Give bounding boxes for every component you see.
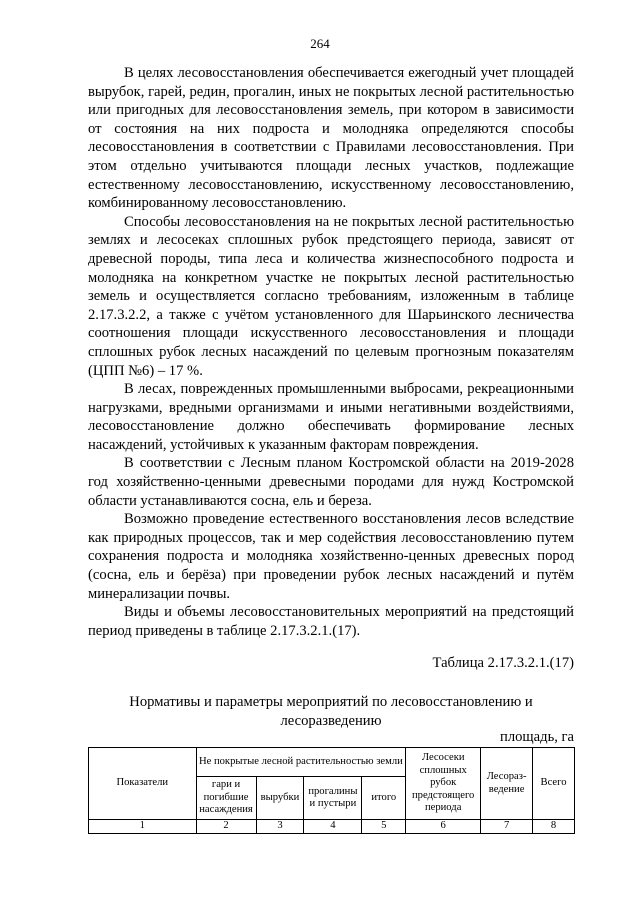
norms-table — [88, 747, 575, 834]
page-number: 264 — [310, 36, 330, 51]
column-number: 1 — [89, 820, 197, 834]
column-number: 7 — [481, 820, 533, 834]
paragraph: Виды и объемы лесовосстановительных мероприятий на предстоящий период приведены в таблице 2.17.3.2.1.(17). — [88, 604, 574, 639]
header-not-covered-group: Не покрытые лесной растительностью земли — [196, 748, 406, 777]
paragraph: Способы лесовосстановления на не покрытых лесной растительностью землях и лесосеках сплошных рубок предстоящего периода, зависят от древесной породы, типа леса и количества жизнеспособного подроста и молодняка на конкретном участке не покрытых лесной растительностью земель и осуществляется согласно требованиям, изложенным в таблице 2.17.3.2.2, а также с учётом установленного для Шарьинского лесничества соотношения площади искусственного лесовосстановления и площади сплошных рубок лесных насаждений по целевым прогнозным показателям (ЦПП №6) – 17 %. — [88, 213, 574, 379]
column-number: 8 — [533, 820, 575, 834]
column-number: 3 — [256, 820, 304, 834]
paragraph: В целях лесовосстановления обеспечивается ежегодный учет площадей вырубок, гарей, редин, прогалин, иных не покрытых лесной растительностью или пригодных для лесовосстановления земель, при котором в зависимости от состояния на них подроста и молодняка определяются способы лесовосстановления в соответствии с Правилами лесовосстановления. При этом отдельно учитываются площади лесных участков, подлежащие естественному лесовосстановлению, искусственному лесовосстановлению, комбинированному лесовосстановлению. — [88, 65, 574, 212]
header-burnt: гари и погибшие насаждения — [196, 777, 256, 820]
header-total-group: итого — [362, 777, 406, 820]
table-title — [88, 693, 574, 730]
column-number: 5 — [362, 820, 406, 834]
paragraph: Возможно проведение естественного восстановления лесов вследствие как природных процессов, так и мер содействия лесовосстановлению путем сохранения подроста и молодняка хозяйственно-ценных древесных пород (сосна, ель и берёза) при проведении рубок лесных насаждений и путём минерализации почвы. — [88, 511, 574, 602]
body-text — [88, 64, 574, 640]
header-clearings: вырубки — [256, 777, 304, 820]
header-all: Всего — [533, 748, 575, 820]
column-number: 4 — [304, 820, 362, 834]
table-caption: Таблица 2.17.3.2.1.(17) — [432, 655, 574, 671]
header-indicators: Показатели — [89, 748, 197, 820]
paragraph: В лесах, поврежденных промышленными выбросами, рекреационными нагрузками, вредными организмами и иными негативными воздействиями, лесовосстановление должно обеспечивать формирование лесных насаждений, устойчивых к указанным факторам повреждения. — [88, 381, 574, 453]
column-number: 2 — [196, 820, 256, 834]
table-title-line: лесоразведению — [280, 712, 382, 729]
header-cutting-areas: Лесосеки сплошных рубок предстоящего периода — [406, 748, 481, 820]
column-number: 6 — [406, 820, 481, 834]
header-glades: прогалины и пустыри — [304, 777, 362, 820]
table-title-line: Нормативы и параметры мероприятий по лесовосстановлению и — [129, 694, 533, 710]
header-afforestation: Лесораз-ведение — [481, 748, 533, 820]
unit-label: площадь, га — [500, 729, 574, 745]
paragraph: В соответствии с Лесным планом Костромской области на 2019-2028 год хозяйственно-ценными древесными породами для нужд Костромской области устанавливаются сосна, ель и береза. — [88, 455, 574, 509]
